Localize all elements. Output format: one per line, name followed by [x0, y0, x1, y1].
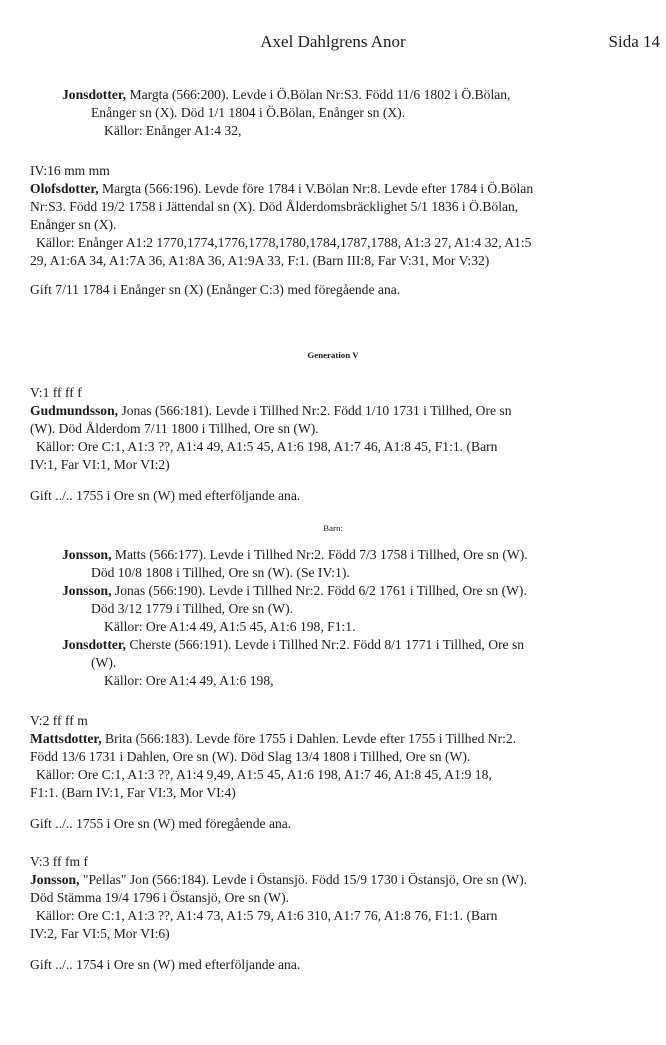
entry-code: V:2 ff ff m [30, 713, 88, 728]
page-number: Sida 14 [608, 32, 660, 51]
child-line: Död 10/8 1808 i Tillhed, Ore sn (W). (Se IV:1). [91, 565, 350, 580]
entry-line [30, 730, 516, 748]
entry-name: Jonsdotter, [62, 87, 127, 102]
entry-text: Margta (566:196). Levde före 1784 i V.Bölan Nr:8. Levde efter 1784 i Ö.Bölan [98, 181, 534, 196]
entry-name: Olofsdotter, [30, 181, 99, 196]
entry-text: Jonas (566:181). Levde i Tillhed Nr:2. Född 1/10 1731 i Tillhed, Ore sn [118, 403, 512, 418]
entry-code: IV:16 mm mm [30, 163, 110, 178]
entry-sources: Källor: Ore C:1, A1:3 ??, A1:4 9,49, A1:5 45, A1:6 198, A1:7 46, A1:8 45, A1:9 18, [36, 767, 492, 782]
child-text: Cherste (566:191). Levde i Tillhed Nr:2. Född 8/1 1771 i Tillhed, Ore sn [126, 637, 525, 652]
entry-line [30, 871, 527, 889]
entry-line: (W). Död Ålderdom 7/11 1800 i Tillhed, Ore sn (W). [30, 421, 319, 436]
entry-line [30, 402, 512, 420]
child-name: Jonsson, [62, 547, 112, 562]
entry-sources: IV:2, Far VI:5, Mor VI:6) [30, 926, 170, 941]
page-header [0, 33, 666, 55]
entry-sources: IV:1, Far VI:1, Mor VI:2) [30, 457, 170, 472]
entry-code: V:1 ff ff f [30, 385, 82, 400]
entry-line [30, 180, 533, 198]
entry-line: Enånger sn (X). Död 1/1 1804 i Ö.Bölan, Enånger sn (X). [91, 105, 406, 120]
entry-line: Enånger sn (X). [30, 217, 117, 232]
entry-marriage: Gift 7/11 1784 i Enånger sn (X) (Enånger C:3) med föregående ana. [30, 282, 401, 297]
entry-marriage: Gift ../.. 1755 i Ore sn (W) med efterföljande ana. [30, 488, 301, 503]
page-title: Axel Dahlgrens Anor [260, 32, 406, 51]
entry-line [62, 86, 510, 104]
child-text: Jonas (566:190). Levde i Tillhed Nr:2. Född 6/2 1761 i Tillhed, Ore sn (W). [111, 583, 527, 598]
entry-marriage: Gift ../.. 1754 i Ore sn (W) med efterföljande ana. [30, 957, 301, 972]
entry-line: Född 13/6 1731 i Dahlen, Ore sn (W). Död Slag 13/4 1808 i Tillhed, Ore sn (W). [30, 749, 471, 764]
entry-sources: F1:1. (Barn IV:1, Far VI:3, Mor VI:4) [30, 785, 236, 800]
entry-name: Jonsson, [30, 872, 80, 887]
child-entry [62, 582, 527, 600]
entry-sources: Källor: Ore C:1, A1:3 ??, A1:4 49, A1:5 45, A1:6 198, A1:7 46, A1:8 45, F1:1. (Barn [36, 439, 498, 454]
child-entry [62, 636, 524, 654]
entry-sources: Källor: Ore C:1, A1:3 ??, A1:4 73, A1:5 79, A1:6 310, A1:7 76, A1:8 76, F1:1. (Barn [36, 908, 498, 923]
entry-marriage: Gift ../.. 1755 i Ore sn (W) med föregående ana. [30, 816, 292, 831]
entry-sources: Källor: Enånger A1:2 1770,1774,1776,1778,1780,1784,1787,1788, A1:3 27, A1:4 32, A1:5 [36, 235, 532, 250]
child-name: Jonsson, [62, 583, 112, 598]
child-name: Jonsdotter, [62, 637, 127, 652]
generation-heading: Generation V [307, 350, 359, 360]
entry-sources: Källor: Enånger A1:4 32, [104, 123, 242, 138]
entry-code: V:3 ff fm f [30, 854, 89, 869]
entry-name: Mattsdotter, [30, 731, 102, 746]
child-sources: Källor: Ore A1:4 49, A1:6 198, [104, 673, 274, 688]
child-entry [62, 546, 528, 564]
child-text: Matts (566:177). Levde i Tillhed Nr:2. Född 7/3 1758 i Tillhed, Ore sn (W). [111, 547, 528, 562]
child-sources: Källor: Ore A1:4 49, A1:5 45, A1:6 198, F1:1. [104, 619, 356, 634]
children-label: Barn: [323, 523, 343, 533]
entry-text: "Pellas" Jon (566:184). Levde i Östansjö. Född 15/9 1730 i Östansjö, Ore sn (W). [79, 872, 528, 887]
entry-text: Margta (566:200). Levde i Ö.Bölan Nr:S3. Född 11/6 1802 i Ö.Bölan, [126, 87, 511, 102]
child-line: Död 3/12 1779 i Tillhed, Ore sn (W). [91, 601, 294, 616]
entry-sources: 29, A1:6A 34, A1:7A 36, A1:8A 36, A1:9A 33, F:1. (Barn III:8, Far V:31, Mor V:32) [30, 253, 490, 268]
entry-line: Död Stämma 19/4 1796 i Östansjö, Ore sn (W). [30, 890, 290, 905]
entry-name: Gudmundsson, [30, 403, 119, 418]
child-line: (W). [91, 655, 117, 670]
entry-line: Nr:S3. Född 19/2 1758 i Jättendal sn (X). Död Ålderdomsbräcklighet 5/1 1836 i Ö.Bölan, [30, 199, 519, 214]
entry-text: Brita (566:183). Levde före 1755 i Dahlen. Levde efter 1755 i Tillhed Nr:2. [101, 731, 517, 746]
